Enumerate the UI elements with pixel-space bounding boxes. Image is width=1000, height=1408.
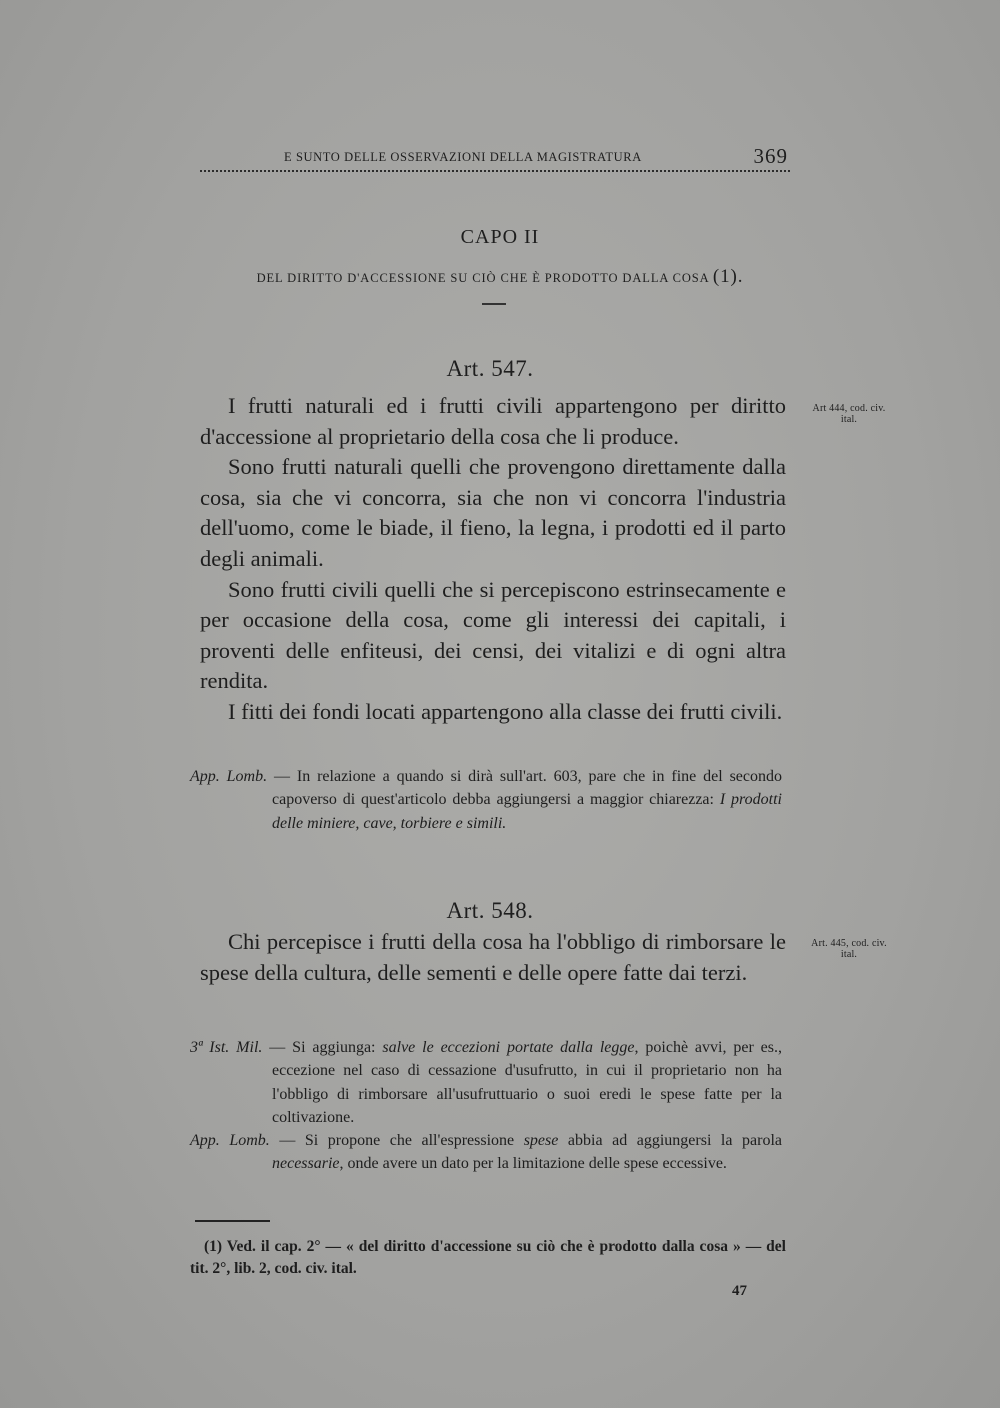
running-title: E SUNTO DELLE OSSERVAZIONI DELLA MAGISTRATURA <box>284 150 642 164</box>
note-text: , poichè avvi, per es., eccezione nel caso di cessazione d'usufrutto, in cui il proprietario non ha l'obbligo di rimborsare all'usufruttuario o suoi eredi le spese fatte per la coltivazione. <box>272 1039 783 1126</box>
chapter-subtitle <box>0 266 1000 288</box>
signature-mark: 47 <box>732 1283 747 1299</box>
note-text: , onde avere un dato per la limitazione delle spese eccessive. <box>339 1155 727 1173</box>
margin-note <box>797 403 901 425</box>
note-source: App. Lomb. <box>190 768 268 785</box>
running-head <box>200 146 790 176</box>
note-text: — Si aggiunga: <box>262 1039 383 1056</box>
note-paragraph <box>190 1036 782 1129</box>
margin-note <box>797 938 901 960</box>
header-rule <box>200 170 790 172</box>
article-text <box>200 391 786 728</box>
commentary-note <box>190 1036 782 1176</box>
note-italic: I prodotti delle miniere, cave, torbiere e simili. <box>272 791 783 832</box>
chapter-subtitle-text: DEL DIRITTO D'ACCESSIONE SU CIÒ CHE È PRODOTTO DALLA COSA <box>256 271 709 285</box>
article-heading: Art. 547. <box>446 356 534 381</box>
paragraph: I fitti dei fondi locati appartengono alla classe dei frutti civili. <box>228 698 783 724</box>
margin-note-line: ital. <box>840 949 858 960</box>
note-source: 3ª Ist. Mil. <box>190 1039 263 1056</box>
article-text <box>200 927 786 988</box>
article-heading: Art. 548. <box>446 898 534 923</box>
note-text: — In relazione a quando si dirà sull'art. 603, pare che in fine del secondo capoverso di quest'articolo debba aggiungersi a maggior chiarezza: <box>267 768 783 809</box>
note-text: abbia ad aggiungersi la parola <box>558 1132 783 1150</box>
footnote-rule <box>195 1220 270 1222</box>
paragraph: Sono frutti naturali quelli che provengono direttamente dalla cosa, sia che vi concorra, sia che non vi concorra l'industria dell'uomo, come le biade, il fieno, la legna, i prodotti ed il parto degli animali. <box>200 454 786 571</box>
footnote-text: (1) Ved. il cap. 2° — « del diritto d'accessione su ciò che è prodotto dalla cosa » — del tit. 2°, lib. 2, cod. civ. ital. <box>190 1238 786 1277</box>
note-text: — Si propone che all'espressione <box>269 1132 524 1150</box>
note-paragraph <box>190 765 782 835</box>
page-number: 369 <box>753 144 788 168</box>
chapter-dash <box>482 303 506 305</box>
note-source: App. Lomb. <box>190 1132 270 1150</box>
note-paragraph <box>190 1129 782 1176</box>
paragraph: Chi percepisce i frutti della cosa ha l'obbligo di rimborsare le spese della cultura, delle sementi e delle opere fatte dai terzi. <box>200 929 786 985</box>
paragraph: Sono frutti civili quelli che si percepiscono estrinsecamente e per occasione della cosa, come gli interessi dei capitali, i proventi delle enfiteusi, dei censi, dei vitalizi e di ogni altra rendita. <box>200 576 786 694</box>
margin-note-line: Art. 445, cod. civ. <box>811 938 887 949</box>
note-italic: necessarie <box>272 1155 340 1173</box>
paragraph: I frutti naturali ed i frutti civili appartengono per diritto d'accessione al proprietario della cosa che li produce. <box>200 393 786 449</box>
footnote <box>190 1236 786 1280</box>
chapter-title: CAPO II <box>460 226 540 248</box>
commentary-note <box>190 765 782 835</box>
margin-note-line: Art 444, cod. civ. <box>812 403 886 414</box>
note-italic: salve le eccezioni portate dalla legge <box>382 1039 635 1056</box>
margin-note-line: ital. <box>840 414 858 425</box>
footnote-ref: (1). <box>712 266 744 287</box>
note-italic: spese <box>523 1132 559 1150</box>
